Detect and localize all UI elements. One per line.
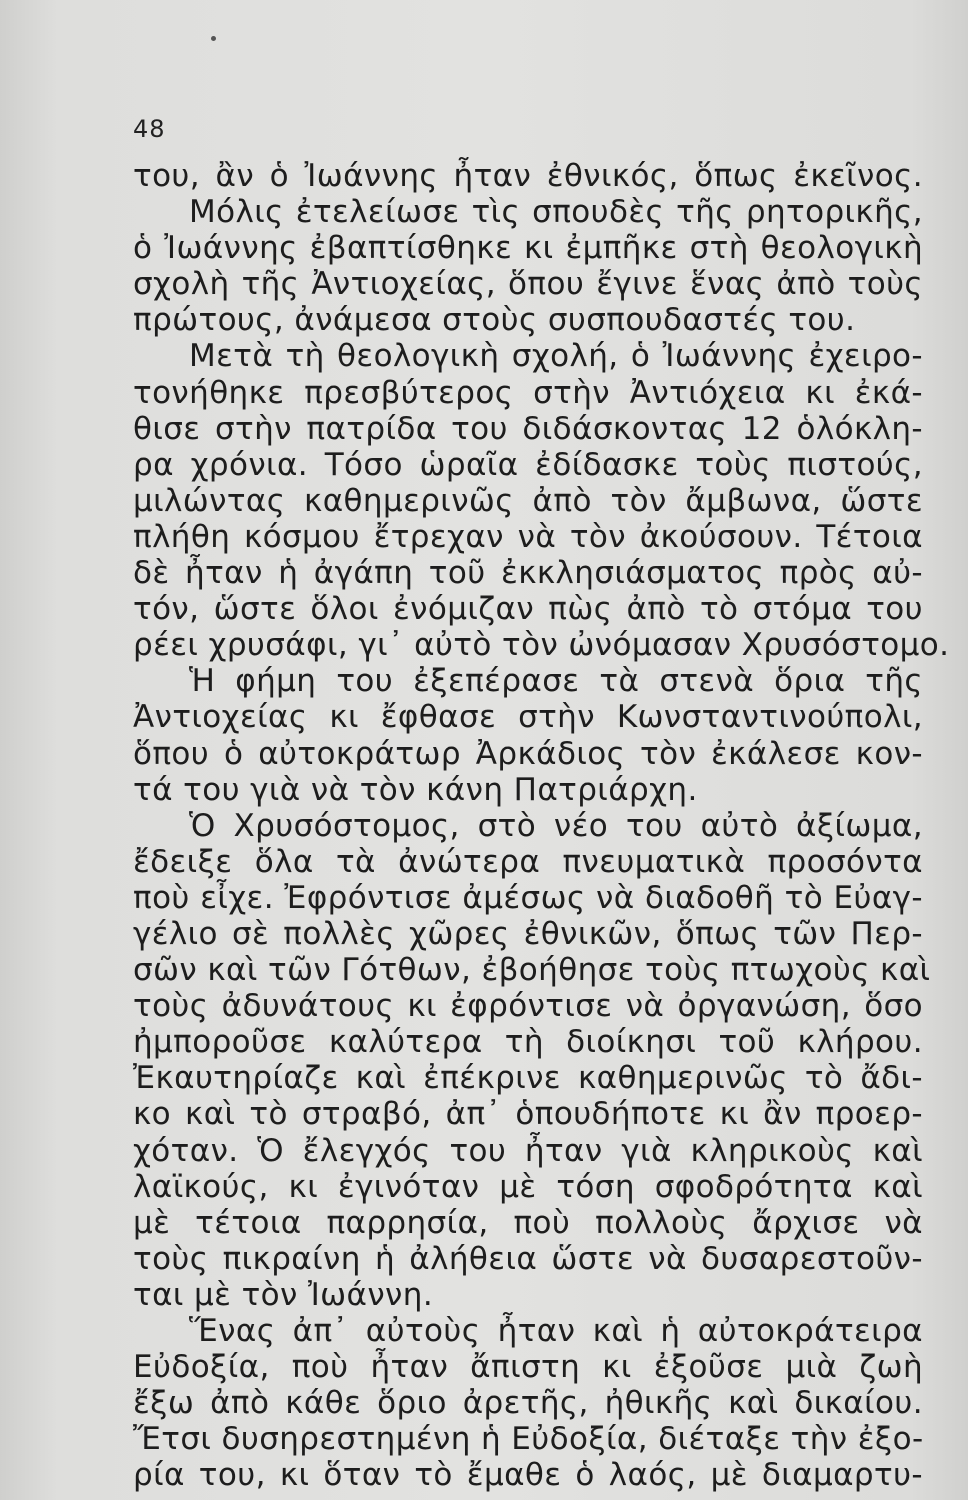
text-line: ἠμποροῦσε καλύτερα τὴ διοίκησι τοῦ κλήρου. xyxy=(133,1024,923,1061)
text-line: πλήθη κόσμου ἔτρεχαν νὰ τὸν ἀκούσουν. Τέτοια xyxy=(133,518,923,555)
text-line: τοὺς πικραίνη ἡ ἀλήθεια ὥστε νὰ δυσαρεστοῦν- xyxy=(133,1240,923,1277)
print-speck xyxy=(211,36,216,41)
text-line: θισε στὴν πατρίδα του διδάσκοντας 12 ὁλόκλη- xyxy=(133,410,923,447)
text-line: μιλώντας καθημερινῶς ἀπὸ τὸν ἄμβωνα, ὥστε xyxy=(133,482,923,519)
text-line: Μόλις ἐτελείωσε τὶς σπουδὲς τῆς ρητορικῆς, xyxy=(189,194,923,231)
page-number: 48 xyxy=(133,115,166,143)
text-line: τά του γιὰ νὰ τὸν κάνη Πατριάρχη. xyxy=(133,771,698,808)
text-line: Ἐκαυτηρίαζε καὶ ἐπέκρινε καθημερινῶς τὸ ἄδι- xyxy=(133,1060,923,1097)
text-line: τοὺς ἀδυνάτους κι ἐφρόντισε νὰ ὀργανώση, ὅσο xyxy=(133,988,923,1025)
text-line: πρώτους, ἀνάμεσα στοὺς συσπουδαστές του. xyxy=(133,302,856,339)
text-line: Ὁ Χρυσόστομος, στὸ νέο του αὐτὸ ἀξίωμα, xyxy=(189,807,923,844)
text-line: Ἡ φήμη του ἐξεπέρασε τὰ στενὰ ὅρια τῆς xyxy=(189,663,923,700)
text-line: Ἔτσι δυσηρεστημένη ἡ Εὐδοξία, διέταξε τὴν ἐξο- xyxy=(133,1421,924,1458)
text-line: τονήθηκε πρεσβύτερος στὴν Ἀντιόχεια κι ἐκά- xyxy=(133,374,923,411)
text-line: Ἕνας ἀπ᾿ αὐτοὺς ἦταν καὶ ἡ αὐτοκράτειρα xyxy=(189,1313,923,1349)
text-line: του, ἂν ὁ Ἰωάννης ἦταν ἐθνικός, ὅπως ἐκεῖνος. xyxy=(133,158,923,194)
text-line: ρία του, κι ὅταν τὸ ἔμαθε ὁ λαός, μὲ διαμαρτυ- xyxy=(133,1457,923,1494)
text-line: σῶν καὶ τῶν Γότθων, ἐβοήθησε τοὺς πτωχοὺς καὶ xyxy=(133,952,931,989)
text-line: ἔδειξε ὅλα τὰ ἀνώτερα πνευματικὰ προσόντα xyxy=(133,843,923,880)
text-line: ρα χρόνια. Τόσο ὡραῖα ἐδίδασκε τοὺς πιστούς, xyxy=(133,446,923,483)
text-line: Εὐδοξία, ποὺ ἦταν ἄπιστη κι ἐξοῦσε μιὰ ζωὴ xyxy=(133,1349,923,1386)
text-line: Μετὰ τὴ θεολογικὴ σχολή, ὁ Ἰωάννης ἐχειρο- xyxy=(189,338,923,375)
text-line: ται μὲ τὸν Ἰωάννη. xyxy=(133,1276,434,1313)
text-line: ρέει χρυσάφι, γι᾿ αὐτὸ τὸν ὠνόμασαν Χρυσόστομο. xyxy=(133,627,950,664)
text-line: τόν, ὥστε ὅλοι ἐνόμιζαν πὼς ἀπὸ τὸ στόμα του xyxy=(133,591,923,628)
text-line: ὅπου ὁ αὐτοκράτωρ Ἀρκάδιος τὸν ἐκάλεσε κον- xyxy=(133,735,923,772)
text-line: λαϊκούς, κι ἐγινόταν μὲ τόση σφοδρότητα καὶ xyxy=(133,1168,923,1205)
text-line: Ἀντιοχείας κι ἔφθασε στὴν Κωνσταντινούπολι, xyxy=(133,699,923,736)
text-line: μὲ τέτοια παρρησία, ποὺ πολλοὺς ἄρχισε νὰ xyxy=(133,1204,923,1241)
text-line: χόταν. Ὁ ἔλεγχός του ἦταν γιὰ κληρικοὺς καὶ xyxy=(133,1132,923,1169)
text-line: σχολὴ τῆς Ἀντιοχείας, ὅπου ἔγινε ἕνας ἀπὸ τοὺς xyxy=(133,266,923,303)
text-line: ὁ Ἰωάννης ἐβαπτίσθηκε κι ἐμπῆκε στὴ θεολογικὴ xyxy=(133,230,923,267)
text-line: κο καὶ τὸ στραβό, ἀπ᾿ ὁπουδήποτε κι ἂν προερ- xyxy=(133,1096,923,1133)
body-text xyxy=(133,158,950,1494)
text-line: γέλιο σὲ πολλὲς χῶρες ἐθνικῶν, ὅπως τῶν Περ- xyxy=(133,915,923,952)
text-line: δὲ ἦταν ἡ ἀγάπη τοῦ ἐκκλησιάσματος πρὸς αὐ- xyxy=(133,555,923,592)
text-line: ποὺ εἶχε. Ἐφρόντισε ἀμέσως νὰ διαδοθῆ τὸ Εὐαγ- xyxy=(133,879,923,916)
text-line: ἔξω ἀπὸ κάθε ὅριο ἀρετῆς, ἠθικῆς καὶ δικαίου. xyxy=(133,1385,923,1422)
